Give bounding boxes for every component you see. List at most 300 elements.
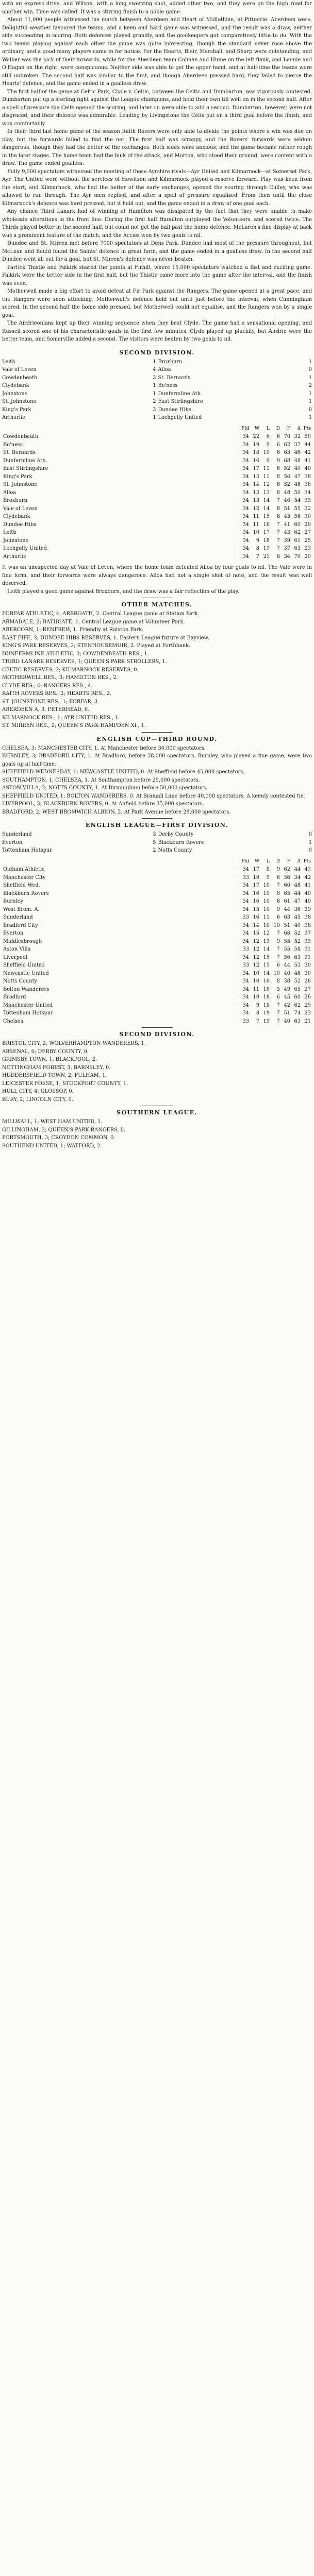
team-name: Oldham Athletic — [3, 867, 45, 872]
result-line — [2, 831, 312, 839]
table-cell: 9 — [256, 1002, 259, 1008]
table-row — [2, 513, 312, 521]
table-cell: 10 — [273, 922, 280, 928]
table-cell: 34 — [242, 994, 249, 1000]
table-cell: 12 — [263, 482, 270, 487]
team-name: Cowdenbeath — [3, 434, 39, 439]
table-cell: 14 — [253, 482, 259, 487]
table-cell: 65 — [294, 986, 301, 992]
table-cell: 40 — [294, 466, 301, 471]
table-cell: 43 — [304, 867, 311, 872]
table-row — [2, 473, 312, 481]
table-cell: 8 — [276, 489, 280, 496]
table-cell: 56 — [284, 874, 290, 880]
table-cell: 7 — [276, 883, 280, 888]
report-paragraph: Partick Thistle and Falkirk shared the points at Firhill, where 15,000 spectators watched a fast and exciting game. Falkirk were the better side in the first half, but the Thistle came more into the game after the interval, and the finish was even. — [2, 264, 312, 286]
table-cell: 58 — [294, 946, 301, 952]
english-league-heading: ENGLISH LEAGUE—FIRST DIVISION. — [85, 822, 229, 828]
table-cell: 9 — [276, 906, 280, 912]
table-cell: 5 — [276, 986, 280, 992]
table-cell: 22 — [253, 434, 259, 439]
table-cell: 63 — [284, 914, 290, 920]
report-paragraph: Motherwell made a big effort to avoid defeat at Fir Park against the Rangers. The game opened at a great pace, and the Rangers were soon attacking. Motherwell's defence held out until just before the interval, when Cunningham scored. In the second half the home side pressed, but Motherwell could not equalise, and the Rangers won by a single goal. — [2, 289, 312, 318]
home-score: 3 — [153, 832, 156, 837]
table-cell: 7 — [276, 954, 280, 960]
report-paragraph: Leith played a good game against Broxburn, and the draw was a fair reflection of the play. — [7, 588, 239, 595]
section-divider — [142, 732, 173, 733]
table-cell: 10 — [263, 922, 270, 928]
team-name: Broxburn — [3, 498, 27, 503]
english-second-list — [2, 1040, 312, 1104]
match-item: RAITH ROVERS RES., 2; HEARTS RES., 2. — [2, 691, 111, 697]
team-name: Liverpool — [3, 954, 27, 960]
home-score: 4 — [153, 367, 156, 372]
away-score: 1 — [308, 391, 312, 397]
table-cell: 30 — [304, 962, 311, 968]
report-paragraph: The Airdrieonians kept up their winning sequence when they beat Clyde. The game had a sensational opening, and Russell scored one of his characteristic goals in the first few minutes. Clyde played up pluckily, but Airdrie were the better team, and Somerville added a second. The visitors were beaten by two goals to nil. — [2, 320, 312, 342]
home-team: Vale of Leven — [2, 367, 37, 372]
table-cell: 7 — [276, 521, 280, 528]
table-header-cell: F — [287, 426, 290, 431]
away-team: East Stirlingshire — [158, 399, 203, 404]
table-cell: 34 — [242, 482, 249, 487]
second-division-report — [2, 564, 312, 596]
table-cell: 9 — [266, 874, 270, 880]
team-name: Leith — [3, 530, 16, 535]
table-cell: 11 — [253, 521, 259, 528]
table-cell: 21 — [263, 553, 270, 560]
table-cell: 15 — [263, 514, 270, 519]
match-item: HULL CITY, 4; GLOSSOP, 0. — [2, 1089, 74, 1094]
table-row — [2, 977, 312, 986]
table-cell: 33 — [242, 914, 249, 920]
away-team: Notts County — [158, 848, 192, 853]
table-row — [2, 906, 312, 914]
table-cell: 19 — [253, 442, 259, 448]
table-cell: 31 — [304, 946, 311, 952]
result-line — [2, 358, 312, 366]
table-cell: 16 — [253, 457, 259, 464]
table-cell: 41 — [304, 883, 311, 888]
table-cell: 7 — [276, 546, 280, 551]
report-paragraph: It was an unexpected day at Vale of Leven, where the home team defeated Alloa by four goals to nil. The Vale were in fine form, and their forwards were always dangerous. Alloa had not a single shot of note, and the result was well deserved. — [2, 565, 312, 586]
report-paragraph: The first half of the game at Celtic Park, Clyde v. Celtic, between the Celtic and Dumbarton, was vigorously contested. Dumbarton put up a sterling fight against the League champions, and held their own till well on in the second half. After a spell of pressure the Celts opened the scoring, and later on were able to add a second. Dumbarton, however, were not disgraced, and their defence was admirable. Leading by Livingstone the Celts put on a third goal before the finish, and won comfortably. — [2, 89, 312, 127]
table-header-cell — [2, 425, 240, 433]
away-team: Alloa — [158, 367, 171, 372]
home-score: 2 — [153, 399, 156, 404]
table-row — [2, 866, 312, 874]
table-row — [2, 1002, 312, 1010]
other-matches-section — [2, 598, 312, 730]
table-cell: 31 — [304, 954, 311, 960]
table-cell: 8 — [276, 473, 280, 480]
table-row — [2, 961, 312, 970]
table-cell: 23 — [304, 546, 311, 551]
match-item: LEICESTER FOSSE, 1; STOCKPORT COUNTY, 1. — [2, 1080, 128, 1087]
table-row — [2, 497, 312, 505]
table-cell: 27 — [304, 530, 311, 535]
table-cell: 12 — [253, 946, 259, 952]
table-cell: 54 — [294, 498, 301, 503]
match-item: MILLWALL, 1; WEST HAM UNITED, 1. — [2, 1119, 103, 1125]
table-cell: 7 — [276, 537, 280, 544]
home-score: 2 — [153, 848, 156, 853]
table-row — [2, 521, 312, 529]
table-cell: 6 — [276, 914, 280, 920]
table-cell: 11 — [263, 473, 270, 480]
table-cell: 15 — [253, 906, 259, 912]
result-line — [2, 398, 312, 406]
team-name: Everton — [3, 930, 24, 936]
home-team: Sunderland — [2, 832, 32, 837]
away-score: 0 — [308, 406, 312, 413]
team-name: Chelsea — [3, 1018, 24, 1024]
section-divider — [142, 818, 173, 819]
table-cell: 42 — [284, 1002, 290, 1008]
table-cell: 9 — [276, 867, 280, 872]
table-cell: 34 — [242, 1010, 249, 1016]
home-team: St. Johnstone — [2, 399, 37, 404]
table-cell: 7 — [256, 1018, 259, 1024]
section-divider — [142, 1027, 173, 1028]
away-score: 0 — [308, 848, 312, 853]
table-header-cell: A — [297, 426, 301, 431]
table-cell: 63 — [294, 1018, 301, 1024]
table-row — [2, 986, 312, 994]
table-cell: 9 — [256, 537, 259, 544]
away-team: Broxburn — [158, 359, 183, 365]
table-cell: 7 — [276, 930, 280, 936]
table-cell: 34 — [242, 466, 249, 471]
table-cell: 18 — [263, 537, 270, 544]
table-cell: 36 — [304, 482, 311, 487]
table-cell: 33 — [242, 962, 249, 968]
table-cell: 46 — [284, 498, 290, 503]
match-item: ARSENAL, 0; DERBY COUNTY, 0. — [2, 1048, 89, 1055]
table-cell: 16 — [253, 914, 259, 920]
table-row — [2, 545, 312, 553]
table-cell: 63 — [284, 450, 290, 455]
table-cell: 10 — [273, 970, 280, 976]
table-cell: 61 — [284, 899, 290, 904]
match-item: SOUTHEND UNITED, 1; WATFORD, 2. — [2, 1143, 102, 1149]
table-cell: 40 — [304, 890, 311, 896]
team-name: Newcastle United — [3, 970, 49, 976]
away-team: St. Bernards — [158, 375, 191, 381]
away-score: 0 — [308, 832, 312, 837]
table-header-cell: Pld — [241, 858, 249, 864]
team-name: Notts County — [3, 978, 37, 984]
table-header-cell: A — [297, 858, 301, 864]
table-cell: 17 — [253, 883, 259, 888]
table-cell: 7 — [276, 1010, 280, 1016]
table-cell: 14 — [263, 946, 270, 952]
table-header-cell — [2, 858, 240, 866]
result-line — [2, 390, 312, 398]
table-cell: 18 — [263, 994, 270, 1000]
table-cell: 36 — [294, 906, 301, 912]
table-row — [2, 553, 312, 561]
table-cell: 39 — [284, 537, 290, 544]
table-cell: 37 — [304, 930, 311, 936]
table-cell: 6 — [276, 874, 280, 880]
southern-league-list — [2, 1118, 312, 1150]
table-cell: 40 — [304, 899, 311, 904]
table-row — [2, 433, 312, 441]
away-score: 1 — [308, 375, 312, 381]
table-cell: 34 — [242, 530, 249, 535]
table-cell: 6 — [276, 962, 280, 968]
table-cell: 48 — [294, 482, 301, 487]
table-cell: 6 — [276, 434, 280, 439]
table-cell: 34 — [242, 505, 249, 512]
table-cell: 34 — [242, 498, 249, 503]
home-score: 1 — [153, 391, 156, 397]
match-item: ARMADALE, 2; BATHGATE, 1. Central League game at Volunteer Park. — [2, 619, 185, 625]
away-team: Dundee Hibs — [158, 406, 191, 413]
table-cell: 13 — [263, 489, 270, 496]
table-cell: 8 — [266, 867, 270, 872]
match-item: GILLINGHAM, 2; QUEEN'S PARK RANGERS, 0. — [2, 1127, 126, 1133]
table-cell: 55 — [294, 505, 301, 512]
table-cell: 34 — [242, 978, 249, 984]
table-cell: 33 — [242, 946, 249, 952]
english-league-results — [2, 831, 312, 855]
table-row — [2, 1009, 312, 1018]
team-name: St. Bernards — [3, 450, 36, 455]
table-cell: 8 — [276, 890, 280, 896]
table-cell: 50 — [294, 489, 301, 496]
table-cell: 49 — [284, 986, 290, 992]
table-cell: 18 — [253, 450, 259, 455]
table-cell: 34 — [242, 930, 249, 936]
team-name: Aston Villa — [3, 946, 31, 952]
table-row — [2, 465, 312, 473]
team-name: Sunderland — [3, 914, 33, 920]
team-name: Burnley — [3, 899, 23, 904]
table-header-cell: L — [267, 426, 270, 431]
table-cell: 6 — [276, 442, 280, 448]
table-row — [2, 505, 312, 513]
team-name: Johnstone — [3, 537, 29, 544]
table-row — [2, 945, 312, 954]
table-cell: 9 — [266, 442, 270, 448]
table-cell: 13 — [253, 498, 259, 503]
team-name: Bo'ness — [3, 442, 23, 448]
match-item: BURY, 2; LINCOLN CITY, 0. — [2, 1096, 73, 1103]
away-score: 1 — [308, 399, 312, 404]
table-cell: 62 — [294, 530, 301, 535]
table-cell: 15 — [263, 962, 270, 968]
match-item: PORTSMOUTH, 3; CROYDON COMMON, 0. — [2, 1135, 115, 1141]
table-cell: 48 — [294, 970, 301, 976]
team-name: Bolton Wanderers — [3, 986, 49, 992]
table-cell: 33 — [242, 874, 249, 880]
report-paragraph: In their third last home game of the season Raith Rovers were only able to divide the points where a win was due on play, but the forwards failed to find the net. The first half was scrappy, and the Rovers' forwards were seldom dangerous, though they had the better of the exchanges. Both sides were anxious, and the game became rather rough in the later stages. The home team had the bulk of the attack, and Morton, who stood their ground, were content with a draw. The game ended goalless. — [2, 129, 312, 166]
table-cell: 34 — [284, 553, 290, 560]
table-cell: 38 — [304, 914, 311, 920]
table-cell: 30 — [304, 970, 311, 976]
second-division-heading: SECOND DIVISION. — [119, 349, 195, 356]
table-cell: 44 — [294, 867, 301, 872]
table-cell: 68 — [284, 457, 290, 464]
result-line — [2, 414, 312, 422]
english-cup-section — [2, 732, 312, 817]
table-cell: 11 — [253, 986, 259, 992]
table-row — [2, 489, 312, 497]
english-cup-list — [2, 744, 312, 817]
table-row — [2, 882, 312, 890]
table-cell: 9 — [276, 457, 280, 464]
table-cell: 47 — [294, 473, 301, 480]
table-row — [2, 890, 312, 898]
table-cell: 62 — [294, 1002, 301, 1008]
team-name: East Stirlingshire — [3, 466, 48, 471]
match-item: KILMARNOCK RES., 1; AYR UNITED RES., 1. — [2, 715, 120, 721]
table-header-row — [2, 858, 312, 866]
table-cell: 44 — [284, 962, 290, 968]
table-cell: 52 — [294, 930, 301, 936]
team-name: Alloa — [3, 489, 16, 496]
match-item: BRADFORD, 2; WEST BROMWICH ALBION, 2. At Park Avenue before 28,000 spectators. — [2, 809, 231, 815]
table-cell: 12 — [253, 505, 259, 512]
table-cell: 40 — [304, 466, 311, 471]
table-header-cell: L — [267, 858, 270, 864]
table-header-cell: Pld — [241, 426, 249, 431]
away-score: 2 — [308, 383, 312, 388]
table-cell: 70 — [284, 434, 290, 439]
table-cell: 34 — [242, 434, 249, 439]
match-item: MOTHERWELL RES., 3; HAMILTON RES., 2. — [2, 675, 118, 681]
table-cell: 34 — [242, 906, 249, 912]
table-cell: 19 — [263, 1010, 270, 1016]
home-team: Johnstone — [2, 391, 28, 397]
away-score: 1 — [308, 839, 312, 845]
table-cell: 8 — [256, 1010, 259, 1016]
table-header-cell: W — [254, 426, 259, 431]
table-cell: 25 — [304, 1002, 311, 1008]
table-cell: 12 — [253, 938, 259, 944]
table-cell: 34 — [242, 457, 249, 464]
table-row — [2, 457, 312, 465]
table-cell: 6 — [276, 450, 280, 455]
home-score: 1 — [153, 383, 156, 388]
match-item: EAST FIFE, 3; DUNDEE HIBS RESERVES, 1. Eastern League fixture at Bayview. — [2, 635, 209, 641]
home-team: Everton — [2, 839, 23, 845]
table-row — [2, 481, 312, 489]
home-team: Cowdenbeath — [2, 375, 38, 381]
table-header-cell: D — [276, 426, 280, 431]
match-item: SOUTHAMPTON, 1; CHELSEA, 1. At Southampton before 25,000 spectators. — [2, 777, 200, 783]
home-team: Arthurlie — [2, 415, 26, 420]
match-item: THIRD LANARK RESERVES, 1; QUEEN'S PARK STROLLERS, 1. — [2, 659, 167, 665]
team-name: Arthurlie — [3, 553, 27, 560]
table-cell: 8 — [256, 546, 259, 551]
away-team: Bo'ness — [158, 383, 178, 388]
away-team: Derby County — [158, 832, 194, 837]
table-header-cell: D — [276, 858, 280, 864]
table-cell: 52 — [294, 938, 301, 944]
table-cell: 50 — [304, 434, 311, 439]
table-cell: 46 — [294, 450, 301, 455]
table-cell: 7 — [276, 530, 280, 535]
table-cell: 20 — [304, 553, 311, 560]
table-cell: 26 — [304, 994, 311, 1000]
table-row — [2, 929, 312, 938]
table-cell: 9 — [266, 457, 270, 464]
table-cell: 55 — [284, 946, 290, 952]
table-cell: 60 — [284, 883, 290, 888]
result-line — [2, 382, 312, 390]
table-cell: 27 — [304, 986, 311, 992]
table-cell: 15 — [253, 473, 259, 480]
match-item: DUNFERMLINE ATHLETIC, 3; COWDENBEATH RES., 1. — [2, 651, 149, 657]
table-cell: 29 — [304, 521, 311, 528]
table-cell: 19 — [263, 1018, 270, 1024]
table-cell: 34 — [242, 521, 249, 528]
table-cell: 16 — [253, 890, 259, 896]
table-cell: 34 — [242, 883, 249, 888]
away-score: 1 — [308, 359, 312, 365]
team-name: Middlesbrough — [3, 938, 42, 944]
table-cell: 34 — [242, 473, 249, 480]
table-header-cell: W — [254, 858, 259, 864]
table-cell: 10 — [253, 970, 259, 976]
home-team: King's Park — [2, 406, 31, 413]
team-name: Dunfermline Ath. — [3, 457, 47, 464]
table-cell: 6 — [276, 994, 280, 1000]
table-cell: 33 — [304, 498, 311, 503]
table-cell: 45 — [294, 914, 301, 920]
table-cell: 12 — [263, 930, 270, 936]
table-cell: 32 — [304, 505, 311, 512]
table-cell: 34 — [242, 537, 249, 544]
table-cell: 17 — [253, 867, 259, 872]
table-cell: 10 — [263, 450, 270, 455]
table-cell: 8 — [276, 899, 280, 904]
table-cell: 52 — [284, 466, 290, 471]
table-cell: 19 — [263, 546, 270, 551]
table-cell: 8 — [276, 482, 280, 487]
table-cell: 51 — [284, 505, 290, 512]
table-cell: 63 — [294, 546, 301, 551]
table-cell: 14 — [263, 970, 270, 976]
report-paragraph: Fully 9,000 spectators witnessed the meeting of these Ayrshire rivals—Ayr United and Kilmarnock—at Somerset Park, Ayr. The United were without the services of Hewitson and Kilmarnock played a reserve forward. Play was keen from the start, and Kilmarnock, who had the better of the early exchanges, opened the scoring through Culley, who was allowed to run through. The Ayr men replied, and after a spell of pressure equalised. From then until the close Kilmarnock's defence was hard pressed, but it held out, and the game ended in a draw of one goal each. — [2, 168, 312, 207]
table-cell: 7 — [276, 498, 280, 503]
home-team: Tottenham Hotspur — [2, 848, 52, 853]
table-cell: 43 — [284, 530, 290, 535]
table-cell: 11 — [253, 514, 259, 519]
table-cell: 11 — [263, 914, 270, 920]
table-cell: 18 — [263, 986, 270, 992]
table-cell: 55 — [284, 938, 290, 944]
table-cell: 6 — [276, 553, 280, 560]
table-cell: 44 — [294, 890, 301, 896]
match-item: GRIMSBY TOWN, 1; BLACKPOOL, 2. — [2, 1057, 97, 1062]
table-cell: 42 — [304, 874, 311, 880]
table-cell: 12 — [253, 954, 259, 960]
table-cell: 65 — [284, 890, 290, 896]
table-cell: 34 — [242, 890, 249, 896]
table-cell: 45 — [284, 994, 290, 1000]
team-name: Lochgelly United — [3, 546, 47, 551]
table-cell: 40 — [284, 970, 290, 976]
table-cell: 41 — [284, 521, 290, 528]
table-cell: 14 — [263, 498, 270, 503]
match-item: CLYDE RES., 0; RANGERS RES., 4. — [2, 683, 93, 689]
match-item: BURNLEY, 3; BRADFORD CITY, 1. At Bradford, before 38,000 spectators. Burnley, who played a fine game, were two goals up at half-time. — [2, 753, 312, 767]
table-cell: 34 — [242, 899, 249, 904]
